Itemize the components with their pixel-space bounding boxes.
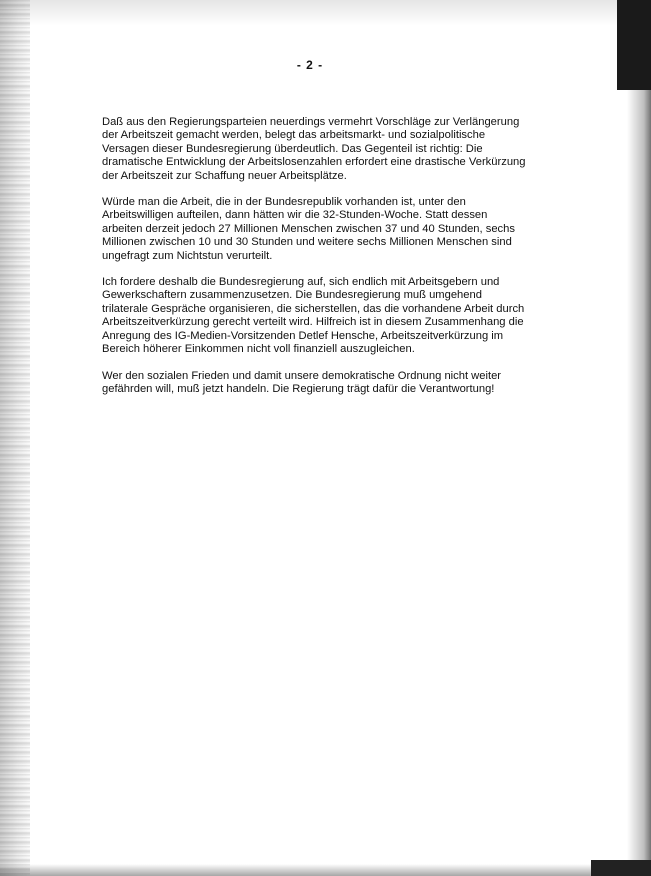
scan-artifact-left-edge [0, 0, 30, 876]
page-number: - 2 - [296, 58, 324, 72]
scan-artifact-bottom-corner [591, 860, 651, 876]
scan-artifact-corner [617, 0, 651, 90]
paragraph: Wer den sozialen Frieden und damit unsere demokratische Ordnung nicht weiter gefährden will, muß jetzt handeln. Die Regierung trägt dafür die Verantwortung! [102, 369, 502, 395]
paragraph: Daß aus den Regierungsparteien neuerdings vermehrt Vorschläge zur Verlängerung der Arbeitszeit gemacht werden, belegt das arbeitsmarkt- und sozialpolitische Versagen dieser Bundesregierung überdeutlich. Das Gegenteil ist richtig: Die dramatische Entwicklung der Arbeitslosenzahlen erfordert eine drastische Verkürzung der Arbeitszeit zur Schaffung neuer Arbeitsplätze. [102, 116, 526, 182]
scan-artifact-right-edge [627, 0, 651, 876]
scan-artifact-bottom [0, 864, 651, 876]
paragraph: Würde man die Arbeit, die in der Bundesrepublik vorhanden ist, unter den Arbeitswilligen aufteilen, dann hätten wir die 32-Stunden-Woche. Statt dessen arbeiten derzeit jedoch 27 Millionen Menschen zwischen 37 und 40 Stunden, sechs Millionen zwischen 10 und 30 Stunden und weitere sechs Millionen Menschen sind ungefragt zum Nichtstun verurteilt. [102, 196, 515, 262]
document-body [102, 116, 527, 409]
scan-artifact-top [0, 0, 651, 26]
paragraph: Ich fordere deshalb die Bundesregierung auf, sich endlich mit Arbeitsgebern und Gewerkschaftern zusammenzusetzen. Die Bundesregierung muß umgehend trilaterale Gespräche organisieren, die sicherstellen, das die vorhandene Arbeit durch Arbeitszeitverkürzung gerecht verteilt wird. Hilfreich ist in diesem Zusammenhang die Anregung des IG-Medien-Vorsitzenden Detlef Hensche, Arbeitszeitverkürzung im Bereich höherer Einkommen nicht voll finanziell auszugleichen. [102, 276, 525, 356]
